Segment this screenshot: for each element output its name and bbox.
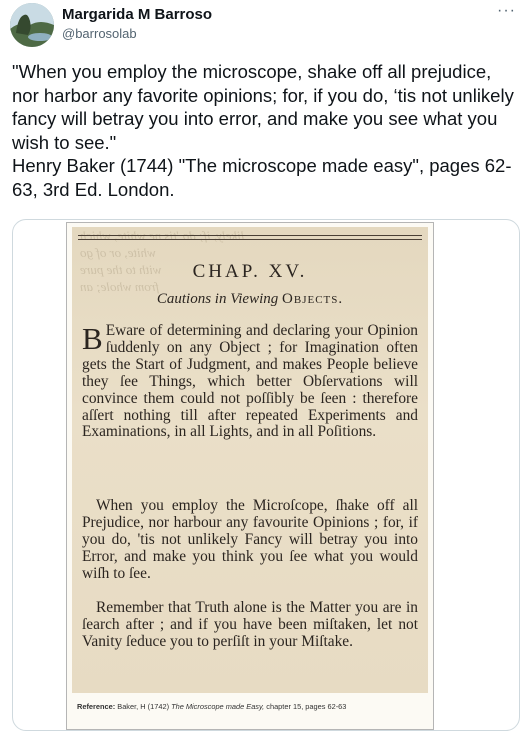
top-rule xyxy=(78,235,422,236)
avatar[interactable] xyxy=(10,3,54,47)
book-page-scan xyxy=(72,227,428,693)
drop-cap: B xyxy=(82,321,103,356)
paragraph-1 xyxy=(82,323,418,441)
author-name[interactable]: Margarida M Barroso xyxy=(62,6,213,23)
paragraph-3-text: Remember that Truth alone is the Matter you are in ſearch after ; and if you have been miſtaken, let not Vanity ſeduce you to perſiſt in your Miſtake. xyxy=(82,599,418,650)
subtitle-italic: Cautions in Viewing xyxy=(156,291,279,307)
paragraph-3 xyxy=(82,600,418,651)
chapter-heading: CHAP. XV. xyxy=(192,261,308,282)
bleed-through-text: likely, if; do 'tis ne white, which white, or of go with to the pure from whole; an xyxy=(80,228,245,294)
paragraph-2 xyxy=(82,498,418,583)
paragraph-1-text: Eware of determining and declaring your Opinion ſuddenly on any Object ; for Imagination often gets the Start of Judgment, and makes People believe they ſee Things, which better Obſervations will convince them could not poſſibly be ſeen : therefore aſſert nothing till after repeated Experiments and Examinations, in all Lights, and in all Poſitions. xyxy=(82,322,418,441)
more-options-icon[interactable]: ··· xyxy=(497,2,516,19)
image-reference xyxy=(77,702,427,711)
subtitle-caps: Objects. xyxy=(282,291,344,307)
tweet-media[interactable] xyxy=(12,219,520,731)
tweet-text: "When you employ the microscope, shake off all prejudice, nor harbor any favorite opinions; for, if you do, ‘tis not unlikely fancy will betray you into error, and make you see what you wish to see." Henry Baker (1744) "The microscope made easy", pages 62-63, 3rd Ed. London. xyxy=(12,61,514,200)
reference-title: The Microscope made Easy, xyxy=(171,702,265,711)
reference-rest: chapter 15, pages 62-63 xyxy=(266,702,347,711)
reference-label: Reference: xyxy=(77,702,116,711)
chapter-subtitle xyxy=(72,291,428,308)
avatar-landscape-icon xyxy=(10,3,54,47)
paragraph-2-text: When you employ the Microſcope, ſhake off all Prejudice, nor harbour any favourite Opinions ; for, if you do, 'tis not unlikely Fancy will betray you into Error, and make you think you ſee what you would wiſh to ſee. xyxy=(82,497,418,582)
author-handle[interactable]: @barrosolab xyxy=(62,26,137,41)
top-rule-thin xyxy=(78,239,422,240)
reference-author: Baker, H (1742) xyxy=(117,702,170,711)
book-page-image xyxy=(66,222,434,730)
tweet-header xyxy=(0,0,530,52)
